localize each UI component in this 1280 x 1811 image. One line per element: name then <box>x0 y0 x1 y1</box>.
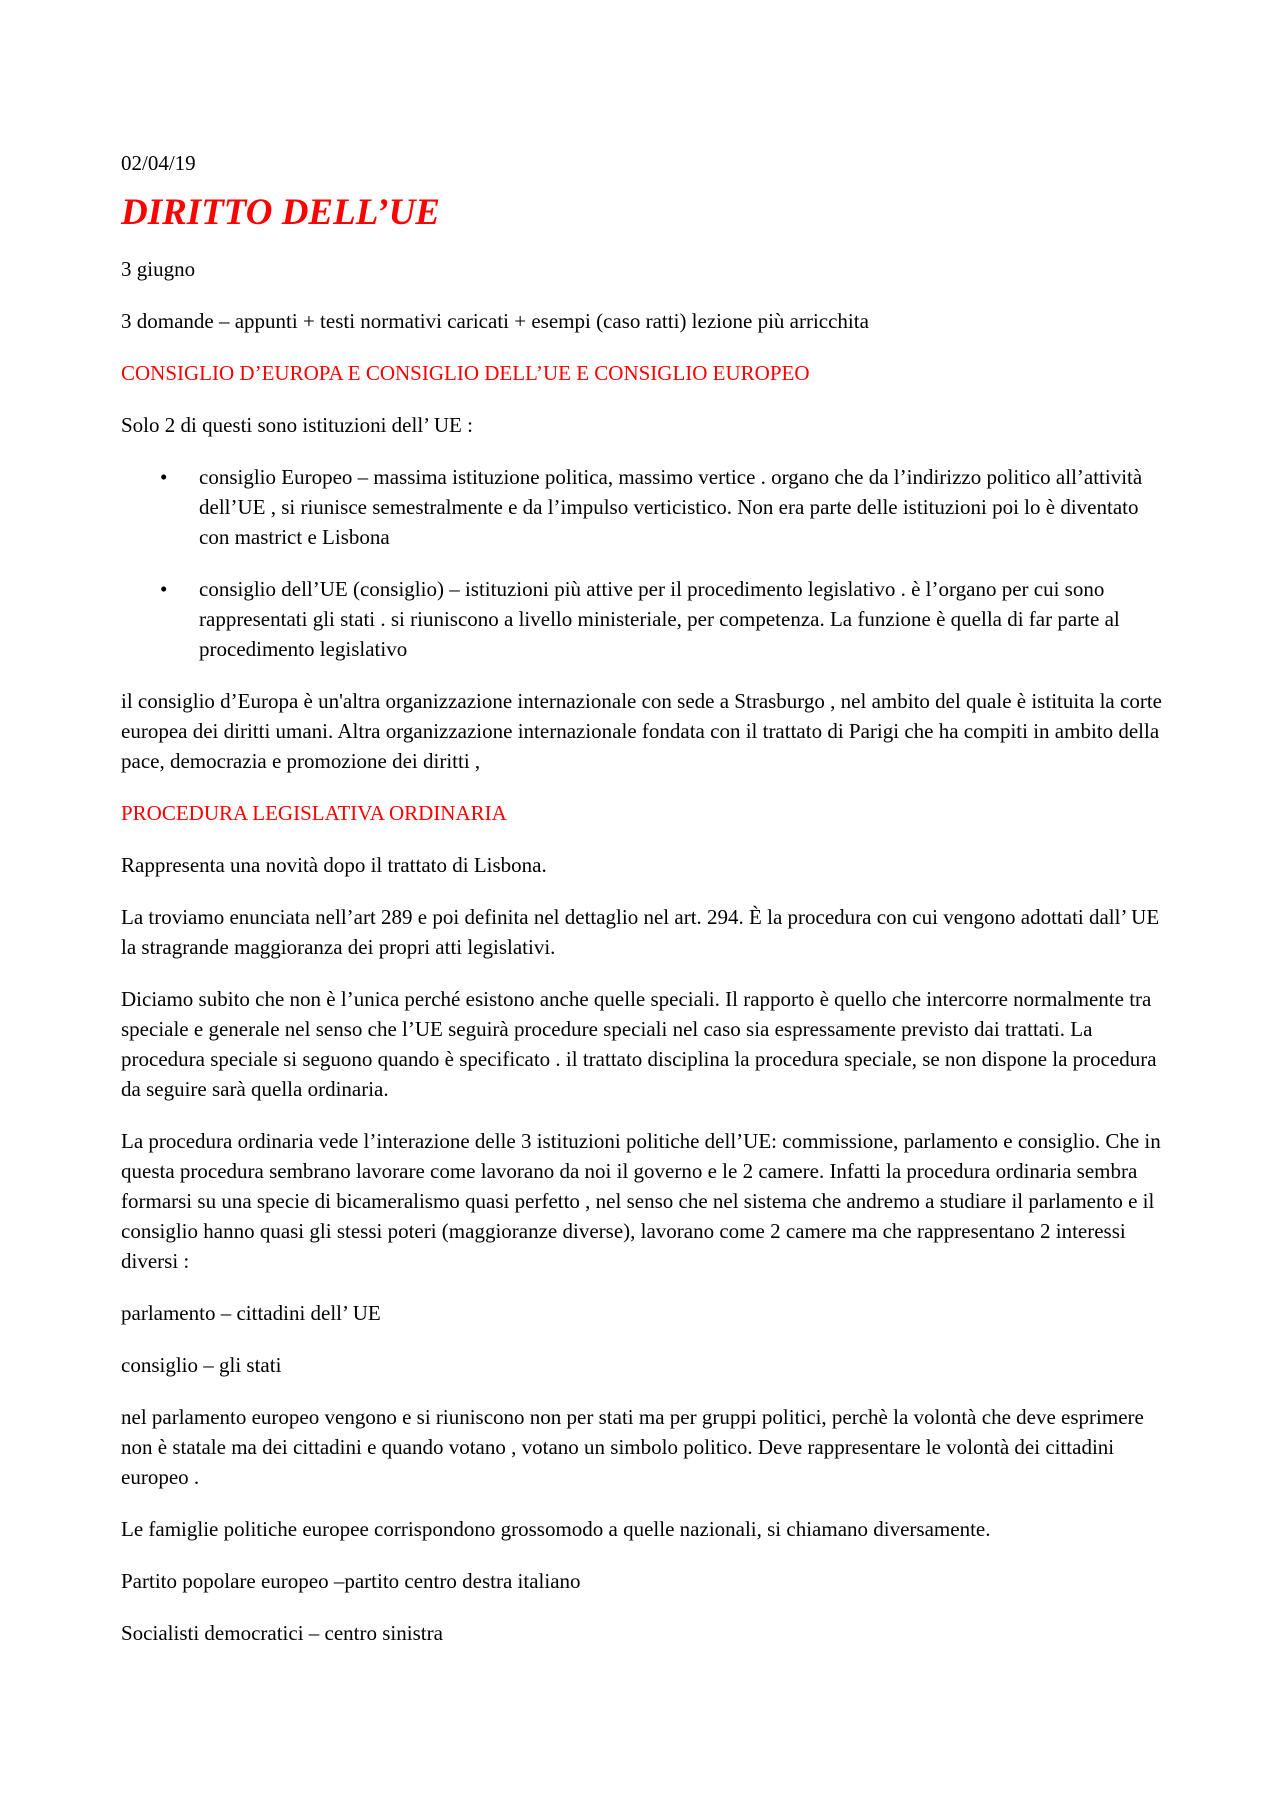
exam-info: 3 domande – appunti + testi normativi caricati + esempi (caso ratti) lezione più arricchita <box>121 309 869 333</box>
paragraph: Partito popolare europeo –partito centro destra italiano <box>121 1569 581 1593</box>
list-item <box>121 574 1171 664</box>
paragraph: La procedura ordinaria vede l’interazione delle 3 istituzioni politiche dell’UE: commissione, parlamento e consiglio. Che in questa procedura sembrano lavorare come lavorano da noi il governo e le 2 camere. Infatti la procedura ordinaria sembra formarsi su una specie di bicameralismo quasi perfetto , nel senso che nel sistema che andremo a studiare il parlamento e il consiglio hanno quasi gli stessi poteri (maggioranze diverse), lavorano come 2 camere ma che rappresentano 2 interessi diversi : <box>121 1129 1161 1273</box>
paragraph: nel parlamento europeo vengono e si riuniscono non per stati ma per gruppi politici, perchè la volontà che deve esprimere non è statale ma dei cittadini e quando votano , votano un simbolo politico. Deve rappresentare le volontà dei cittadini europeo . <box>121 1405 1144 1489</box>
paragraph: consiglio – gli stati <box>121 1353 282 1377</box>
document-date: 02/04/19 <box>121 151 196 175</box>
paragraph: Rappresenta una novità dopo il trattato di Lisbona. <box>121 853 547 877</box>
section-intro: Solo 2 di questi sono istituzioni dell’ UE : <box>121 413 473 437</box>
paragraph-consiglio-europa: il consiglio d’Europa è un'altra organizzazione internazionale con sede a Strasburgo , nel ambito del quale è istituita la corte europea dei diritti umani. Altra organizzazione internazionale fondata con il trattato di Parigi che ha compiti in ambito della pace, democrazia e promozione dei diritti , <box>121 689 1162 773</box>
paragraph: Le famiglie politiche europee corrispondono grossomodo a quelle nazionali, si chiamano diversamente. <box>121 1517 991 1541</box>
document-title: DIRITTO DELL’UE <box>121 192 440 233</box>
paragraph: Diciamo subito che non è l’unica perché esistono anche quelle speciali. Il rapporto è quello che intercorre normalmente tra speciale e generale nel senso che l’UE seguirà procedure speciali nel caso sia espressamente previsto dai trattati. La procedura speciale si seguono quando è specificato . il trattato disciplina la procedura speciale, se non dispone la procedura da seguire sarà quella ordinaria. <box>121 987 1157 1101</box>
institutions-list <box>121 462 1171 664</box>
section-heading-consigli: CONSIGLIO D’EUROPA E CONSIGLIO DELL’UE E CONSIGLIO EUROPEO <box>121 361 810 385</box>
list-item-text: consiglio dell’UE (consiglio) – istituzioni più attive per il procedimento legislativo . è l’organo per cui sono rappresentati gli stati . si riuniscono a livello ministeriale, per competenza. La funzione è quella di far parte al procedimento legislativo <box>199 577 1120 661</box>
list-item <box>121 462 1171 552</box>
paragraph: La troviamo enunciata nell’art 289 e poi definita nel dettaglio nel art. 294. È la procedura con cui vengono adottati dall’ UE la stragrande maggioranza dei propri atti legislativi. <box>121 905 1160 959</box>
document-page <box>121 148 1171 1670</box>
paragraph: parlamento – cittadini dell’ UE <box>121 1301 381 1325</box>
exam-date: 3 giugno <box>121 257 196 281</box>
list-item-text: consiglio Europeo – massima istituzione politica, massimo vertice . organo che da l’indirizzo politico all’attività dell’UE , si riunisce semestralmente e da l’impulso verticistico. Non era parte delle istituzioni poi lo è diventato con mastrict e Lisbona <box>199 465 1143 549</box>
bullet-icon: • <box>160 465 168 489</box>
paragraph: Socialisti democratici – centro sinistra <box>121 1621 443 1645</box>
section-heading-procedura: PROCEDURA LEGISLATIVA ORDINARIA <box>121 801 507 825</box>
bullet-icon: • <box>160 577 168 601</box>
